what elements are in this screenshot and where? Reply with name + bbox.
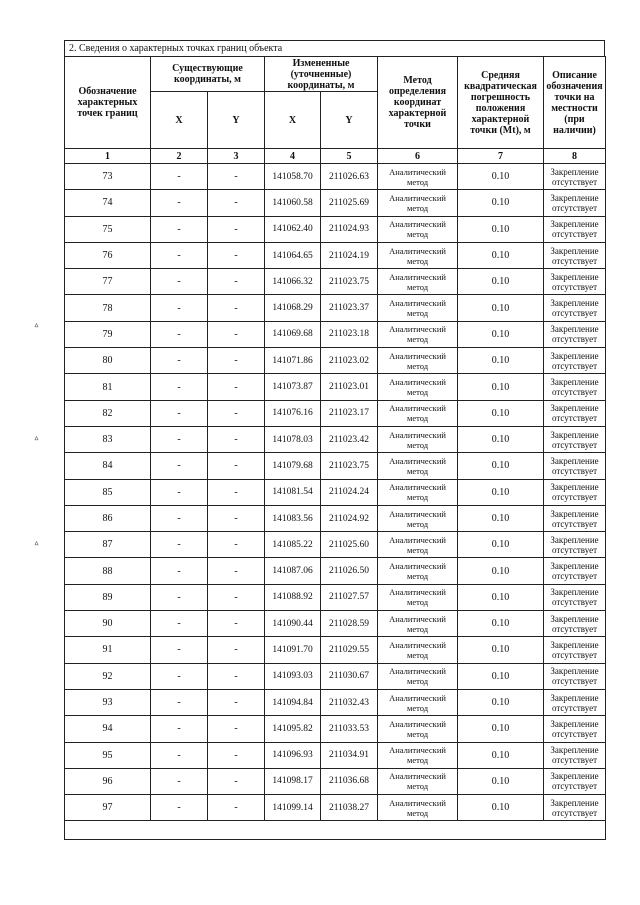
- error-cell: 0.10: [458, 242, 544, 268]
- changed-y-cell: 211024.92: [321, 505, 378, 531]
- changed-x-cell: 141076.16: [265, 400, 321, 426]
- error-cell: 0.10: [458, 479, 544, 505]
- existing-y-cell: -: [208, 742, 265, 768]
- error-cell: 0.10: [458, 558, 544, 584]
- changed-y-cell: 211023.75: [321, 269, 378, 295]
- error-cell: 0.10: [458, 689, 544, 715]
- existing-x-cell: -: [151, 505, 208, 531]
- changed-y-cell: 211027.57: [321, 584, 378, 610]
- existing-y-cell: -: [208, 190, 265, 216]
- description-cell: Закрепление отсутствует: [544, 637, 606, 663]
- error-cell: 0.10: [458, 768, 544, 794]
- document-sheet: [64, 40, 605, 840]
- changed-x-cell: 141090.44: [265, 611, 321, 637]
- description-cell: Закрепление отсутствует: [544, 348, 606, 374]
- description-cell: Закрепление отсутствует: [544, 190, 606, 216]
- method-cell: Аналитический метод: [378, 400, 458, 426]
- error-cell: 0.10: [458, 584, 544, 610]
- existing-x-cell: -: [151, 295, 208, 321]
- existing-x-cell: -: [151, 164, 208, 190]
- existing-y-cell: -: [208, 637, 265, 663]
- existing-x-cell: -: [151, 532, 208, 558]
- error-cell: 0.10: [458, 269, 544, 295]
- existing-y-cell: -: [208, 164, 265, 190]
- table-row: [65, 269, 606, 295]
- error-cell: 0.10: [458, 663, 544, 689]
- existing-y-cell: -: [208, 795, 265, 821]
- table-row: [65, 348, 606, 374]
- method-cell: Аналитический метод: [378, 374, 458, 400]
- method-cell: Аналитический метод: [378, 426, 458, 452]
- existing-y-cell: -: [208, 663, 265, 689]
- header-changed-y: Y: [321, 92, 378, 149]
- changed-x-cell: 141064.65: [265, 242, 321, 268]
- method-cell: Аналитический метод: [378, 663, 458, 689]
- point-number-cell: 91: [65, 637, 151, 663]
- existing-x-cell: -: [151, 426, 208, 452]
- error-cell: 0.10: [458, 321, 544, 347]
- point-number-cell: 80: [65, 348, 151, 374]
- point-number-cell: 73: [65, 164, 151, 190]
- point-number-cell: 81: [65, 374, 151, 400]
- existing-x-cell: -: [151, 584, 208, 610]
- changed-y-cell: 211036.68: [321, 768, 378, 794]
- method-cell: Аналитический метод: [378, 611, 458, 637]
- method-cell: Аналитический метод: [378, 637, 458, 663]
- changed-x-cell: 141093.03: [265, 663, 321, 689]
- existing-x-cell: -: [151, 400, 208, 426]
- point-number-cell: 84: [65, 453, 151, 479]
- changed-x-cell: 141058.70: [265, 164, 321, 190]
- point-number-cell: 90: [65, 611, 151, 637]
- column-number: 6: [378, 149, 458, 164]
- header-existing-y: Y: [208, 92, 265, 149]
- changed-y-cell: 211023.37: [321, 295, 378, 321]
- changed-y-cell: 211038.27: [321, 795, 378, 821]
- changed-y-cell: 211034.91: [321, 742, 378, 768]
- description-cell: Закрепление отсутствует: [544, 400, 606, 426]
- changed-y-cell: 211026.63: [321, 164, 378, 190]
- changed-x-cell: 141099.14: [265, 795, 321, 821]
- method-cell: Аналитический метод: [378, 190, 458, 216]
- description-cell: Закрепление отсутствует: [544, 426, 606, 452]
- changed-x-cell: 141069.68: [265, 321, 321, 347]
- table-row: [65, 532, 606, 558]
- description-cell: Закрепление отсутствует: [544, 453, 606, 479]
- table-row: [65, 295, 606, 321]
- header-error: Средняя квадратическая погрешность положения характерной точки (Mt), м: [458, 57, 544, 149]
- header-changed-coords: Измененные (уточненные) координаты, м: [265, 57, 378, 92]
- point-number-cell: 95: [65, 742, 151, 768]
- changed-x-cell: 141081.54: [265, 479, 321, 505]
- changed-x-cell: 141079.68: [265, 453, 321, 479]
- existing-x-cell: -: [151, 453, 208, 479]
- existing-y-cell: -: [208, 768, 265, 794]
- point-number-cell: 79: [65, 321, 151, 347]
- error-cell: 0.10: [458, 374, 544, 400]
- table-row: [65, 716, 606, 742]
- changed-y-cell: 211024.93: [321, 216, 378, 242]
- changed-y-cell: 211023.42: [321, 426, 378, 452]
- table-row: [65, 242, 606, 268]
- error-cell: 0.10: [458, 216, 544, 242]
- column-number: 8: [544, 149, 606, 164]
- changed-x-cell: 141098.17: [265, 768, 321, 794]
- method-cell: Аналитический метод: [378, 558, 458, 584]
- table-row: [65, 321, 606, 347]
- table-row: [65, 742, 606, 768]
- description-cell: Закрепление отсутствует: [544, 584, 606, 610]
- table-row: [65, 558, 606, 584]
- table-row: [65, 426, 606, 452]
- error-cell: 0.10: [458, 795, 544, 821]
- table-tail-row: [65, 821, 606, 840]
- existing-x-cell: -: [151, 742, 208, 768]
- changed-x-cell: 141060.58: [265, 190, 321, 216]
- scan-mark: ᐞ: [34, 322, 39, 332]
- description-cell: Закрепление отсутствует: [544, 269, 606, 295]
- error-cell: 0.10: [458, 190, 544, 216]
- existing-y-cell: -: [208, 584, 265, 610]
- changed-y-cell: 211024.19: [321, 242, 378, 268]
- table-row: [65, 663, 606, 689]
- existing-x-cell: -: [151, 689, 208, 715]
- description-cell: Закрепление отсутствует: [544, 295, 606, 321]
- method-cell: Аналитический метод: [378, 505, 458, 531]
- column-number: 7: [458, 149, 544, 164]
- changed-x-cell: 141071.86: [265, 348, 321, 374]
- point-number-cell: 87: [65, 532, 151, 558]
- point-number-cell: 96: [65, 768, 151, 794]
- table-row: [65, 637, 606, 663]
- existing-x-cell: -: [151, 663, 208, 689]
- changed-x-cell: 141085.22: [265, 532, 321, 558]
- table-row: [65, 216, 606, 242]
- column-number: 5: [321, 149, 378, 164]
- existing-y-cell: -: [208, 689, 265, 715]
- point-number-cell: 94: [65, 716, 151, 742]
- method-cell: Аналитический метод: [378, 584, 458, 610]
- description-cell: Закрепление отсутствует: [544, 742, 606, 768]
- header-description: Описание обозначения точки на местности (при наличии): [544, 57, 606, 149]
- changed-y-cell: 211033.53: [321, 716, 378, 742]
- existing-x-cell: -: [151, 216, 208, 242]
- changed-y-cell: 211023.75: [321, 453, 378, 479]
- table-row: [65, 190, 606, 216]
- point-number-cell: 74: [65, 190, 151, 216]
- existing-y-cell: -: [208, 242, 265, 268]
- changed-y-cell: 211025.60: [321, 532, 378, 558]
- existing-y-cell: -: [208, 374, 265, 400]
- method-cell: Аналитический метод: [378, 716, 458, 742]
- column-number: 4: [265, 149, 321, 164]
- column-number: 1: [65, 149, 151, 164]
- point-number-cell: 76: [65, 242, 151, 268]
- existing-x-cell: -: [151, 768, 208, 794]
- existing-x-cell: -: [151, 269, 208, 295]
- description-cell: Закрепление отсутствует: [544, 321, 606, 347]
- existing-y-cell: -: [208, 716, 265, 742]
- existing-x-cell: -: [151, 479, 208, 505]
- changed-x-cell: 141062.40: [265, 216, 321, 242]
- existing-y-cell: -: [208, 426, 265, 452]
- method-cell: Аналитический метод: [378, 242, 458, 268]
- point-number-cell: 88: [65, 558, 151, 584]
- existing-x-cell: -: [151, 321, 208, 347]
- existing-x-cell: -: [151, 190, 208, 216]
- point-number-cell: 82: [65, 400, 151, 426]
- existing-x-cell: -: [151, 716, 208, 742]
- table-row: [65, 479, 606, 505]
- changed-x-cell: 141083.56: [265, 505, 321, 531]
- method-cell: Аналитический метод: [378, 453, 458, 479]
- method-cell: Аналитический метод: [378, 795, 458, 821]
- changed-y-cell: 211029.55: [321, 637, 378, 663]
- method-cell: Аналитический метод: [378, 321, 458, 347]
- error-cell: 0.10: [458, 716, 544, 742]
- changed-y-cell: 211026.50: [321, 558, 378, 584]
- point-number-cell: 75: [65, 216, 151, 242]
- method-cell: Аналитический метод: [378, 216, 458, 242]
- existing-y-cell: -: [208, 295, 265, 321]
- existing-x-cell: -: [151, 637, 208, 663]
- header-existing-x: X: [151, 92, 208, 149]
- changed-y-cell: 211023.18: [321, 321, 378, 347]
- error-cell: 0.10: [458, 637, 544, 663]
- column-number: 2: [151, 149, 208, 164]
- existing-y-cell: -: [208, 269, 265, 295]
- description-cell: Закрепление отсутствует: [544, 558, 606, 584]
- point-number-cell: 89: [65, 584, 151, 610]
- method-cell: Аналитический метод: [378, 742, 458, 768]
- changed-y-cell: 211025.69: [321, 190, 378, 216]
- point-number-cell: 78: [65, 295, 151, 321]
- existing-x-cell: -: [151, 348, 208, 374]
- point-number-cell: 97: [65, 795, 151, 821]
- error-cell: 0.10: [458, 164, 544, 190]
- existing-y-cell: -: [208, 558, 265, 584]
- changed-x-cell: 141066.32: [265, 269, 321, 295]
- changed-y-cell: 211023.02: [321, 348, 378, 374]
- method-cell: Аналитический метод: [378, 689, 458, 715]
- error-cell: 0.10: [458, 426, 544, 452]
- existing-y-cell: -: [208, 453, 265, 479]
- table-row: [65, 795, 606, 821]
- header-designation: Обозначение характерных точек границ: [65, 57, 151, 149]
- existing-x-cell: -: [151, 795, 208, 821]
- boundary-points-table: [64, 56, 606, 840]
- point-number-cell: 93: [65, 689, 151, 715]
- scan-mark: ᐞ: [34, 540, 39, 550]
- changed-y-cell: 211023.01: [321, 374, 378, 400]
- existing-y-cell: -: [208, 321, 265, 347]
- method-cell: Аналитический метод: [378, 164, 458, 190]
- header-changed-x: X: [265, 92, 321, 149]
- description-cell: Закрепление отсутствует: [544, 611, 606, 637]
- changed-x-cell: 141087.06: [265, 558, 321, 584]
- table-row: [65, 400, 606, 426]
- error-cell: 0.10: [458, 295, 544, 321]
- point-number-cell: 83: [65, 426, 151, 452]
- existing-x-cell: -: [151, 611, 208, 637]
- existing-y-cell: -: [208, 400, 265, 426]
- existing-y-cell: -: [208, 479, 265, 505]
- changed-x-cell: 141095.82: [265, 716, 321, 742]
- existing-y-cell: -: [208, 611, 265, 637]
- section-title: 2. Сведения о характерных точках границ объекта: [64, 40, 605, 56]
- changed-y-cell: 211030.67: [321, 663, 378, 689]
- error-cell: 0.10: [458, 348, 544, 374]
- changed-y-cell: 211028.59: [321, 611, 378, 637]
- description-cell: Закрепление отсутствует: [544, 716, 606, 742]
- table-row: [65, 505, 606, 531]
- existing-y-cell: -: [208, 216, 265, 242]
- existing-x-cell: -: [151, 374, 208, 400]
- table-row: [65, 611, 606, 637]
- column-number-row: [65, 149, 606, 164]
- changed-x-cell: 141073.87: [265, 374, 321, 400]
- table-row: [65, 768, 606, 794]
- table-tail-cell: [65, 821, 606, 840]
- method-cell: Аналитический метод: [378, 348, 458, 374]
- error-cell: 0.10: [458, 400, 544, 426]
- existing-x-cell: -: [151, 242, 208, 268]
- description-cell: Закрепление отсутствует: [544, 689, 606, 715]
- description-cell: Закрепление отсутствует: [544, 532, 606, 558]
- changed-x-cell: 141068.29: [265, 295, 321, 321]
- table-row: [65, 164, 606, 190]
- header-method: Метод определения координат характерной точки: [378, 57, 458, 149]
- error-cell: 0.10: [458, 742, 544, 768]
- changed-y-cell: 211032.43: [321, 689, 378, 715]
- description-cell: Закрепление отсутствует: [544, 242, 606, 268]
- existing-y-cell: -: [208, 532, 265, 558]
- error-cell: 0.10: [458, 532, 544, 558]
- error-cell: 0.10: [458, 611, 544, 637]
- description-cell: Закрепление отсутствует: [544, 374, 606, 400]
- point-number-cell: 85: [65, 479, 151, 505]
- method-cell: Аналитический метод: [378, 295, 458, 321]
- changed-x-cell: 141078.03: [265, 426, 321, 452]
- point-number-cell: 86: [65, 505, 151, 531]
- table-row: [65, 689, 606, 715]
- changed-x-cell: 141096.93: [265, 742, 321, 768]
- description-cell: Закрепление отсутствует: [544, 505, 606, 531]
- error-cell: 0.10: [458, 505, 544, 531]
- changed-x-cell: 141091.70: [265, 637, 321, 663]
- table-row: [65, 584, 606, 610]
- point-number-cell: 77: [65, 269, 151, 295]
- method-cell: Аналитический метод: [378, 532, 458, 558]
- changed-x-cell: 141094.84: [265, 689, 321, 715]
- error-cell: 0.10: [458, 453, 544, 479]
- existing-y-cell: -: [208, 348, 265, 374]
- description-cell: Закрепление отсутствует: [544, 479, 606, 505]
- description-cell: Закрепление отсутствует: [544, 663, 606, 689]
- header-existing-coords: Существующие координаты, м: [151, 57, 265, 92]
- table-row: [65, 453, 606, 479]
- method-cell: Аналитический метод: [378, 479, 458, 505]
- existing-x-cell: -: [151, 558, 208, 584]
- method-cell: Аналитический метод: [378, 269, 458, 295]
- scan-mark: ᐞ: [34, 435, 39, 445]
- changed-y-cell: 211023.17: [321, 400, 378, 426]
- method-cell: Аналитический метод: [378, 768, 458, 794]
- point-number-cell: 92: [65, 663, 151, 689]
- changed-x-cell: 141088.92: [265, 584, 321, 610]
- column-number: 3: [208, 149, 265, 164]
- description-cell: Закрепление отсутствует: [544, 164, 606, 190]
- table-row: [65, 374, 606, 400]
- existing-y-cell: -: [208, 505, 265, 531]
- description-cell: Закрепление отсутствует: [544, 768, 606, 794]
- description-cell: Закрепление отсутствует: [544, 795, 606, 821]
- changed-y-cell: 211024.24: [321, 479, 378, 505]
- table-body: [65, 164, 606, 821]
- description-cell: Закрепление отсутствует: [544, 216, 606, 242]
